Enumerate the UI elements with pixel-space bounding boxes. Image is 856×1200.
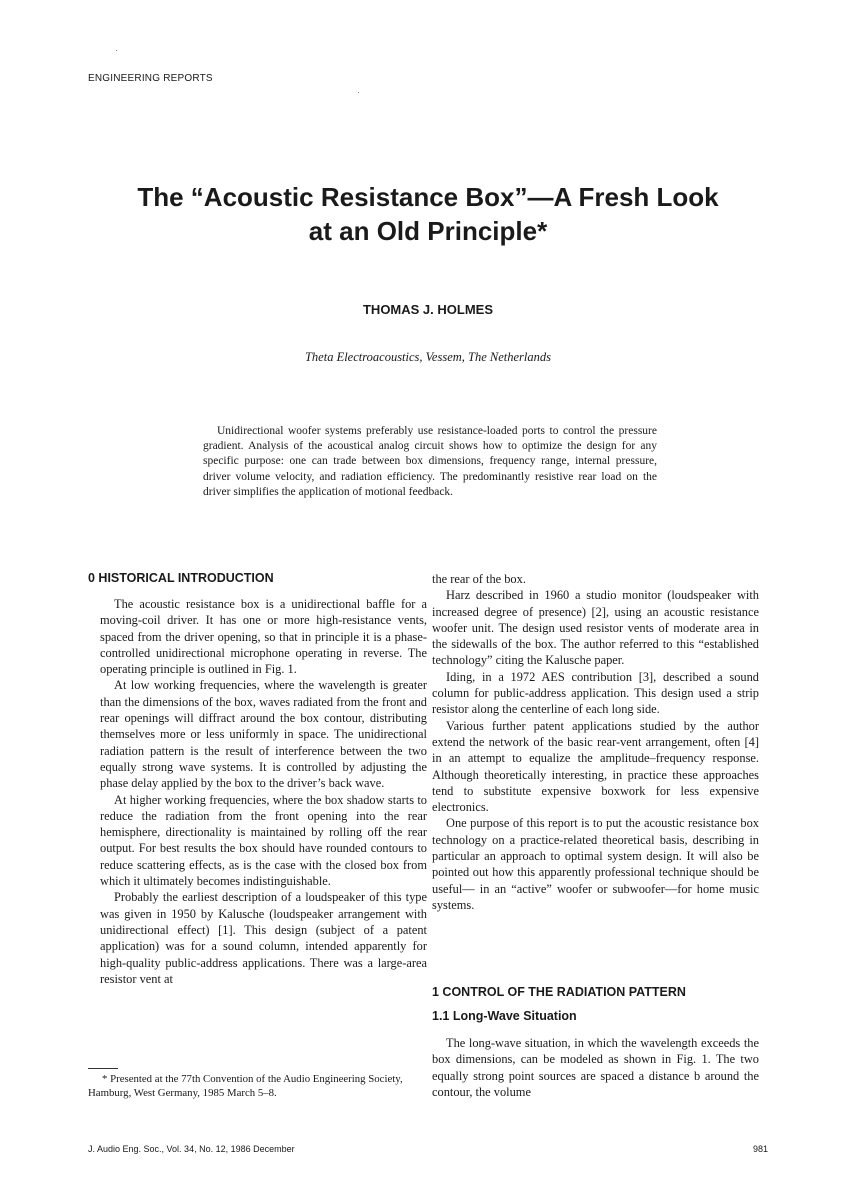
scan-speck (358, 92, 359, 93)
article-title (60, 180, 796, 248)
scan-speck (116, 50, 117, 51)
body-paragraph: Harz described in 1960 a studio monitor (loudspeaker with increased degree of presence) [2], using an acoustic resistance woofer unit. The design used resistor vents of moderate area in the sidewalls of the box. The author referred to this “established technology” citing the Kalusche paper. (432, 588, 759, 668)
body-paragraph: Iding, in a 1972 AES contribution [3], described a sound column for public-address application. This design used a strip resistor along the centerline of each long side. (432, 669, 759, 717)
body-paragraph: The long-wave situation, in which the wavelength exceeds the box dimensions, can be modeled as shown in Fig. 1. The two equally strong point sources are spaced a distance b around the contour, the volume (432, 1036, 759, 1099)
running-head: ENGINEERING REPORTS (88, 73, 213, 84)
body-paragraph: Probably the earliest description of a loudspeaker of this type was given in 1950 by Kalusche (loudspeaker arrangement with unidirectional effect) [1]. This design (subject of a patent application) was for a sound column, intended apparently for high-quality public-address applications. There was a large-area resistor vent at (100, 890, 427, 986)
title-line-1: The “Acoustic Resistance Box”—A Fresh Look (137, 182, 719, 212)
author-affiliation: Theta Electroacoustics, Vessem, The Netherlands (304, 350, 552, 364)
body-paragraph: At higher working frequencies, where the box shadow starts to reduce the radiation from the front opening into the rear hemisphere, directionality is maintained by rolling off the rear output. For best results the box should have rounded contours to reduce scattering effects, as is the case with the closed box from which it ultimately becomes indistinguishable. (100, 792, 427, 889)
footnote-text: * Presented at the 77th Convention of the Audio Engineering Society, Hamburg, West Germany, 1985 March 5–8. (88, 1073, 403, 1099)
title-line-2: at an Old Principle* (308, 216, 548, 246)
body-paragraph: One purpose of this report is to put the acoustic resistance box technology on a practice-related theoretical basis, describing in particular an approach to optimal system design. It will also be pointed out how this apparently professional technique should be useful— in an “active” woofer or subwoofer—for home music systems. (432, 816, 759, 912)
body-paragraph: Various further patent applications studied by the author extend the network of the basic rear-vent arrangement, often [4] in an attempt to equalize the amplitude–frequency response. Although theoretically interesting, in practice these approaches tend to substitute expensive boxwork for less expensive electronics. (432, 718, 759, 815)
body-paragraph: The acoustic resistance box is a unidirectional baffle for a moving-coil driver. It has one or more high-resistance vents, spaced from the driver opening, so that in principle it is a phase-controlled unidirectional microphone operating in reverse. The operating principle is outlined in Fig. 1. (100, 597, 427, 677)
footnote-rule (88, 1068, 118, 1069)
journal-citation: J. Audio Eng. Soc., Vol. 34, No. 12, 1986 December (88, 1144, 295, 1154)
author-name: THOMAS J. HOLMES (362, 302, 493, 317)
section-1-1-body (432, 1035, 759, 1100)
section-0-heading: 0 HISTORICAL INTRODUCTION (88, 571, 274, 585)
section-1-1-heading: 1.1 Long-Wave Situation (432, 1009, 577, 1023)
body-paragraph: At low working frequencies, where the wavelength is greater than the dimensions of the box, waves radiated from the front and rear openings will diffract around the box contour, distributing themselves more or less uniformly in space. The unidirectional radiation pattern is the result of interference between the two equally strong wave systems. It is controlled by adjusting the phase delay applied by the box to the driver’s back wave. (100, 678, 427, 791)
page-number: 981 (752, 1144, 768, 1154)
left-column-body (100, 596, 427, 987)
right-column-body (432, 571, 759, 913)
footnote (88, 1073, 416, 1100)
body-paragraph-continued: the rear of the box. (432, 572, 526, 586)
abstract: Unidirectional woofer systems preferably use resistance-loaded ports to control the pressure gradient. Analysis of the acoustical analog circuit shows how to optimize the design for any specific purpose: one can trade between box dimensions, frequency range, internal pressure, driver volume velocity, and radiation efficiency. The predominantly resistive rear load on the driver simplifies the application of motional feedback. (203, 425, 657, 498)
section-1-heading: 1 CONTROL OF THE RADIATION PATTERN (432, 985, 686, 999)
